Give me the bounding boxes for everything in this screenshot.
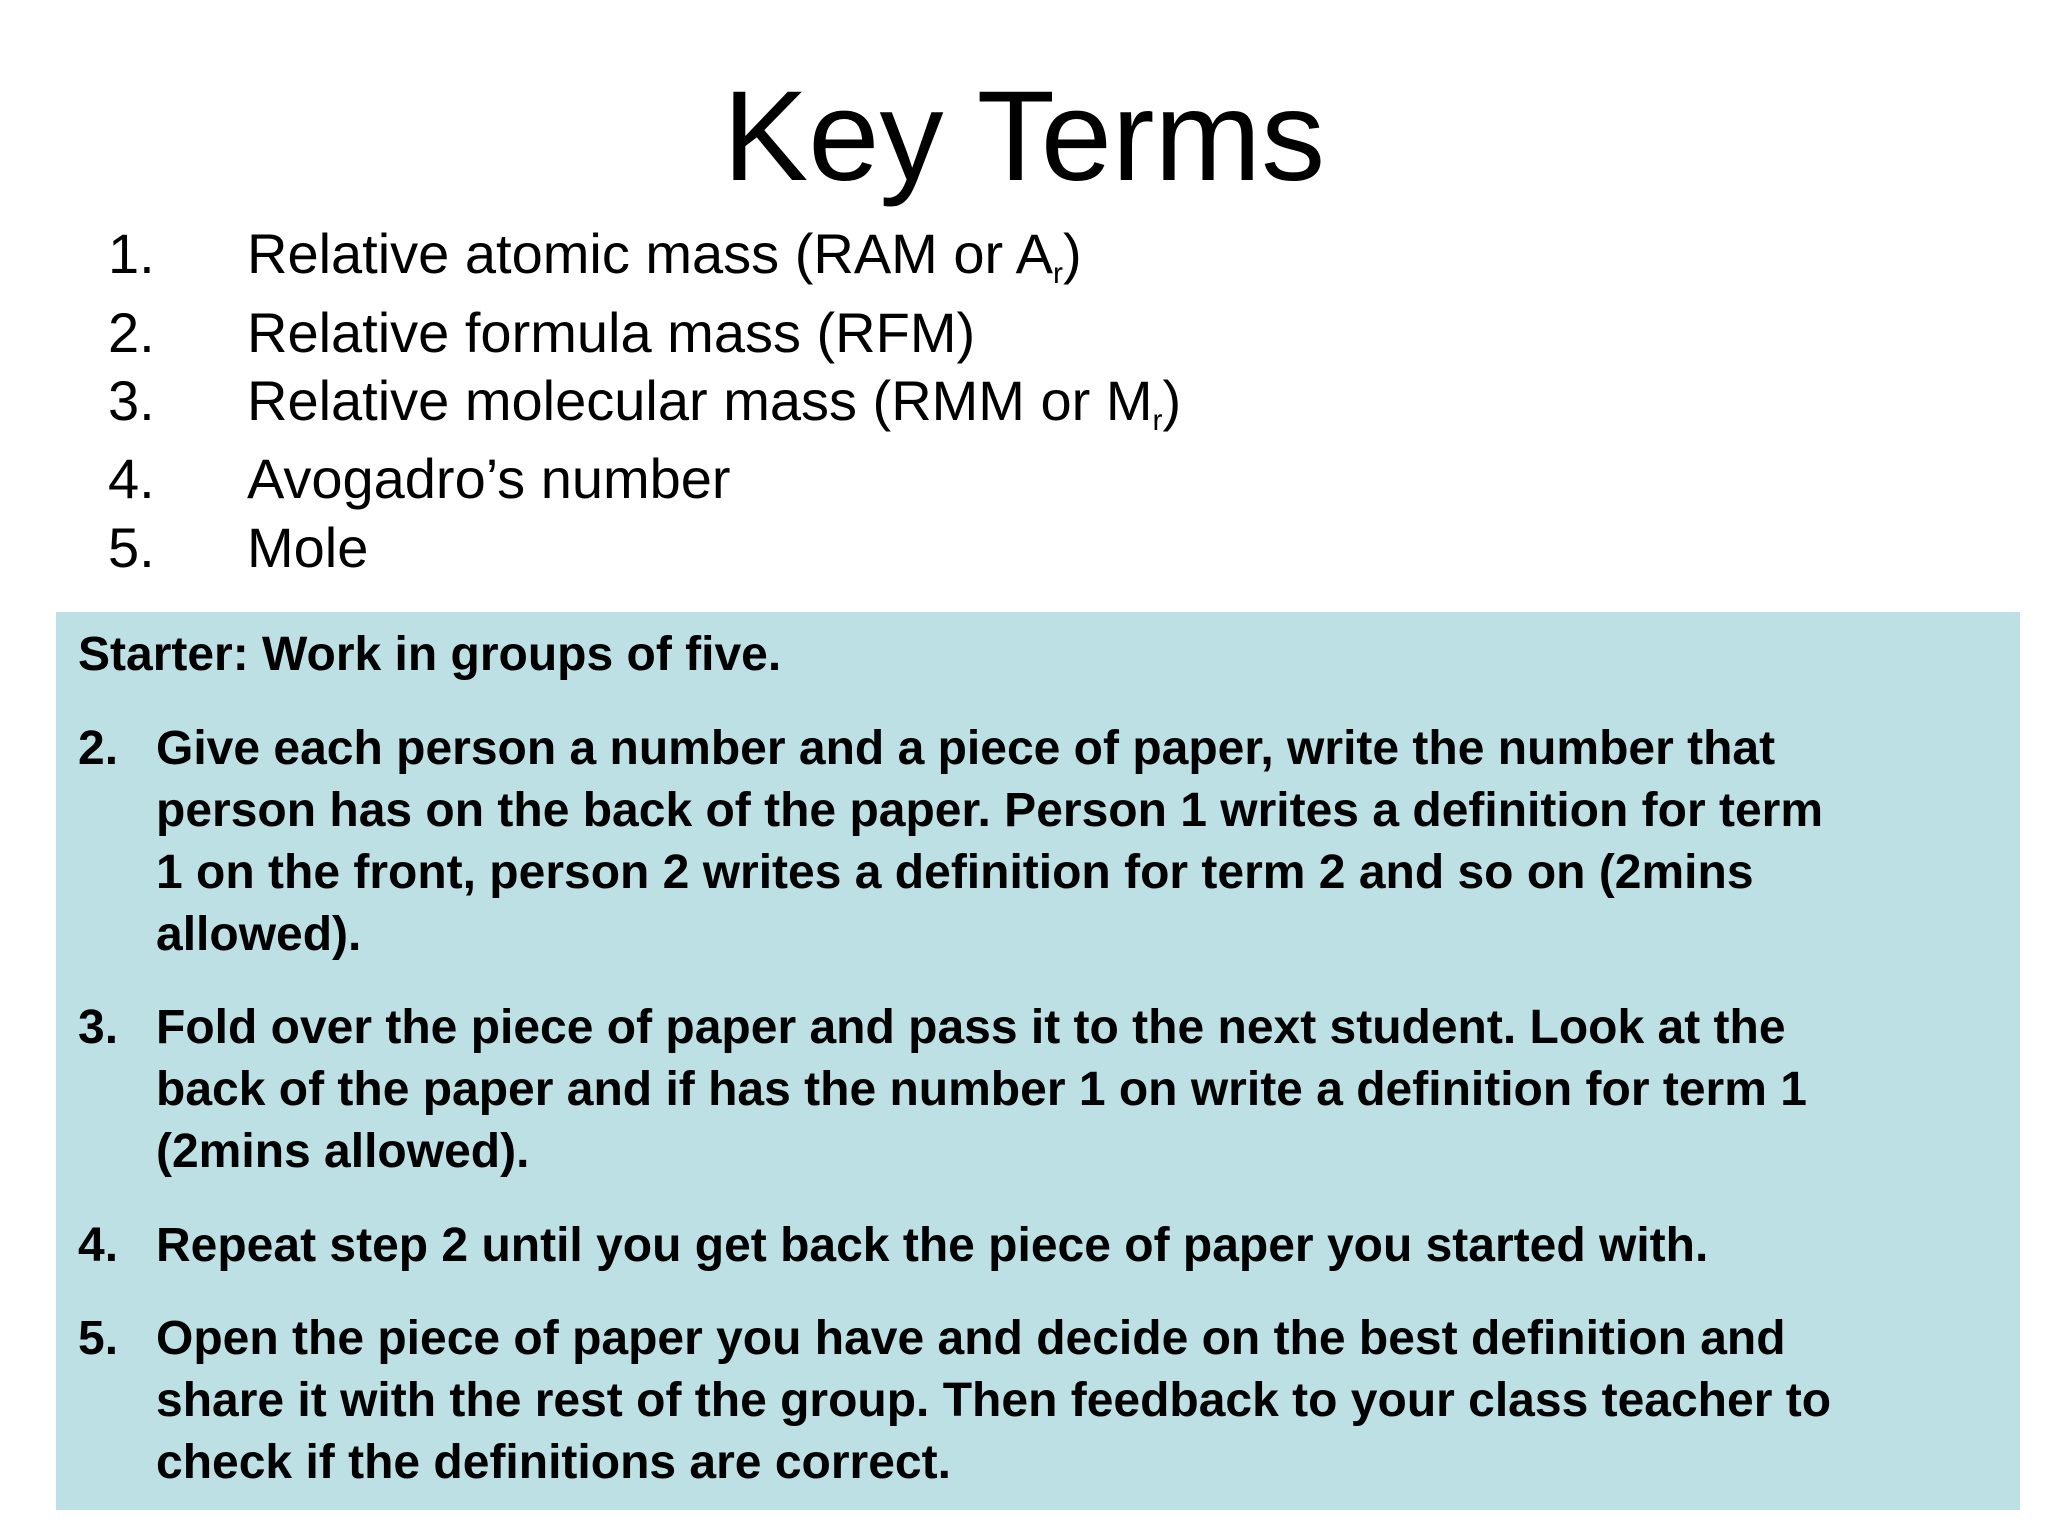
list-item-label: Relative atomic mass (RAM or $A_r$) [247,222,1082,290]
list-item [0,444,2048,514]
subscript: r [1152,404,1163,437]
key-terms-list [0,0,2048,600]
list-item [0,219,2048,289]
step-number: 2. [78,722,119,775]
list-item-number: 3. [108,369,155,432]
list-item [0,298,2048,368]
step-number: 5. [78,1312,119,1365]
list-item-number: 1. [108,222,155,285]
starter-panel [56,612,2020,1510]
subscript: r [1052,257,1063,290]
list-item-label: Relative formula mass (RFM) [247,301,976,364]
list-item-number: 5. [108,516,155,579]
page-title: Key Terms [722,65,1326,208]
list-item [0,513,2048,583]
list-item-label: Relative molecular mass (RMM or $M_r$) [247,369,1182,437]
list-item-label: Mole [247,516,369,579]
step-number: 4. [78,1219,119,1272]
step-text: Repeat step 2 until you get back the piece of paper you started with. [156,1219,1709,1272]
step-text: Fold over the piece of paper and pass it to the next student. Look at the back of the paper and if has the number 1 on write a definition for term 1 (2mins allowed). [156,1001,1807,1178]
step-text: Open the piece of paper you have and decide on the best definition and share it with the rest of the group. Then feedback to your class teacher to check if the definitions are correct. [156,1312,1832,1489]
starter-heading: Starter: Work in groups of five. [78,628,782,681]
list-item [0,366,2048,436]
step-text: Give each person a number and a piece of paper, write the number that person has on the back of the paper. Person 1 writes a definition for term 1 on the front, person 2 writes a definition for term 2 and so on (2mins allowed). [156,722,1824,961]
list-item-number: 2. [108,301,155,364]
list-item-number: 4. [108,447,155,510]
step-number: 3. [78,1001,119,1054]
list-item-label: Avogadro’s number [247,447,731,510]
